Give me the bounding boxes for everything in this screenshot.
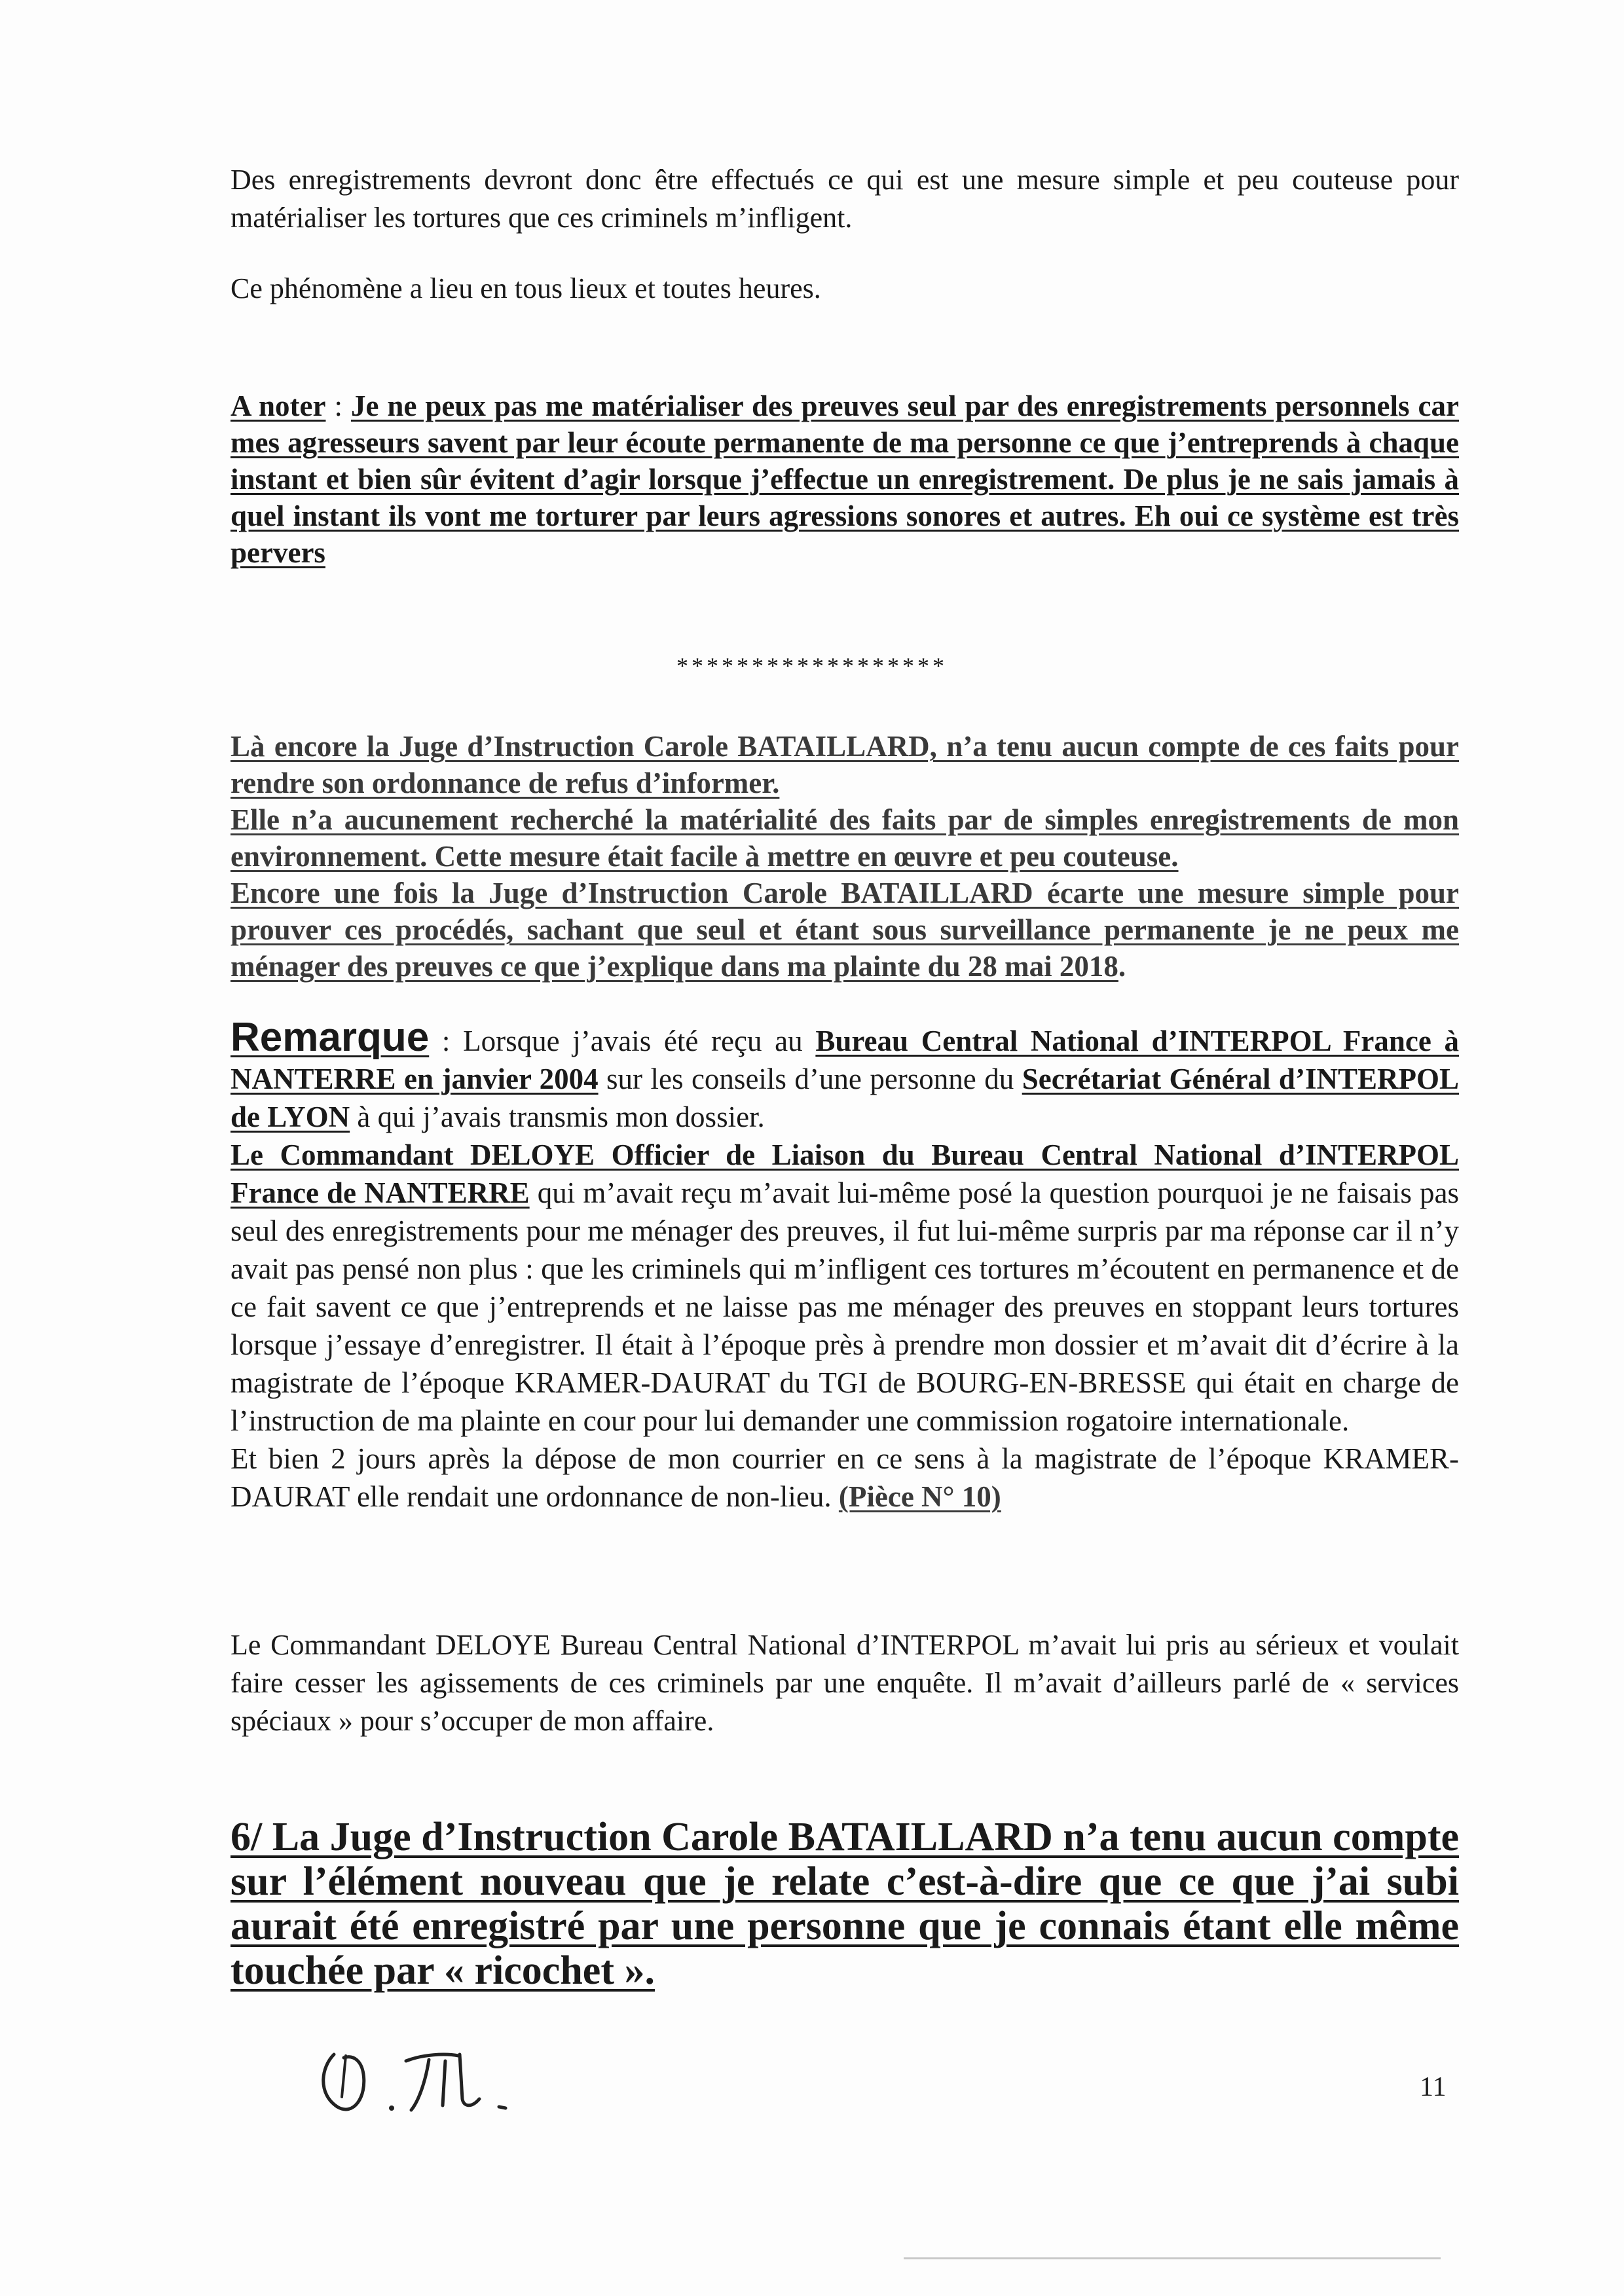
juge-line-2: Elle n’a aucunement recherché la matérialité des faits par de simples enregistrements de mon environnement. Cette mesure était facile à mettre en œuvre et peu couteuse. bbox=[231, 803, 1459, 873]
note-colon: : bbox=[325, 390, 351, 422]
page-number: 11 bbox=[1420, 2072, 1447, 2102]
handwritten-initials-signature bbox=[308, 2035, 530, 2126]
remarque-text-3: à qui j’avais transmis mon dossier. bbox=[350, 1101, 765, 1133]
remarque-text-5: Et bien 2 jours après la dépose de mon courrier en ce sens à la magistrate de l’époque KRAMER-DAURAT elle rendait une ordonnance de non-lieu. bbox=[231, 1442, 1459, 1513]
juge-line-3-end: . bbox=[1118, 950, 1126, 983]
note-label: A noter bbox=[231, 390, 326, 422]
juge-line-3: Encore une fois la Juge d’Instruction Carole BATAILLARD écarte une mesure simple pour prouver ces procédés, sachant que seul et étant sous surveillance permanente je ne peux me ménager des preuves ce que j’explique dans ma plainte du 28 mai 2018 bbox=[231, 877, 1459, 983]
remarque-bold-1: Bureau Central National d’INTERPOL France à NANTERRE en janvier 2004 bbox=[231, 1025, 1459, 1095]
piece-reference: (Pièce N° 10) bbox=[838, 1480, 1001, 1513]
remarque-heading: Remarque bbox=[231, 1015, 430, 1060]
remarque-paragraph-3 bbox=[231, 1440, 1459, 1516]
remarque-bold-3: Le Commandant DELOYE Officier de Liaison du Bureau Central National d’INTERPOL France de NANTERRE bbox=[231, 1139, 1459, 1209]
juge-section bbox=[231, 728, 1459, 985]
section-6 bbox=[231, 1815, 1459, 1993]
remarque-section bbox=[231, 1015, 1460, 1516]
remarque-text-2: sur les conseils d’une personne du bbox=[598, 1063, 1022, 1095]
juge-paragraph-2 bbox=[231, 801, 1459, 875]
juge-line-1: Là encore la Juge d’Instruction Carole BATAILLARD, n’a tenu aucun compte de ces faits pour rendre son ordonnance de refus d’informer. bbox=[231, 730, 1459, 799]
remarque-bold-2: Secrétariat Général d’INTERPOL de LYON bbox=[231, 1063, 1459, 1133]
remarque-paragraph-2 bbox=[231, 1136, 1459, 1440]
note-paragraph bbox=[231, 388, 1459, 571]
deloye-section bbox=[231, 1626, 1459, 1740]
deloye-paragraph: Le Commandant DELOYE Bureau Central National d’INTERPOL m’avait lui pris au sérieux et voulait faire cesser les agissements de ces criminels par une enquête. Il m’avait d’ailleurs parlé de « services spéciaux » pour s’occuper de mon affaire. bbox=[231, 1629, 1459, 1737]
note-text: Je ne peux pas me matérialiser des preuves seul par des enregistrements personnels car mes agresseurs savent par leur écoute permanente de ma personne ce que j’entreprends à chaque instant et bien sûr évitent d’agir lorsque j’effectue un enregistrement. De plus je ne sais jamais à quel instant ils vont me torturer par leurs agressions sonores et autres. Eh oui ce système est très pervers bbox=[231, 390, 1459, 569]
scan-artifact-line bbox=[904, 2257, 1441, 2259]
intro-paragraph-2: Ce phénomène a lieu en tous lieux et toutes heures. bbox=[231, 272, 821, 304]
juge-paragraph-1 bbox=[231, 728, 1459, 801]
remarque-paragraph-1 bbox=[231, 1015, 1459, 1136]
section-6-heading: 6/ La Juge d’Instruction Carole BATAILLARD n’a tenu aucun compte sur l’élément nouveau que je relate c’est-à-dire que ce que j’ai subi aurait été enregistré par une personne que je connais étant elle même touchée par « ricochet ». bbox=[231, 1815, 1459, 1993]
note-section bbox=[231, 388, 1459, 571]
juge-paragraph-3 bbox=[231, 875, 1459, 985]
remarque-text-4: qui m’avait reçu m’avait lui-même posé la question pourquoi je ne faisais pas seul des enregistrements pour me ménager des preuves, il fut lui-même surpris par ma réponse car il n’y avait pas pensé non plus : que les criminels qui m’infligent ces tortures m’écoutent en permanence et de ce fait savent ce que j’entreprends et ne laisse pas me ménager des preuves en stoppant leurs tortures lorsque j’essaye d’enregistrer. Il était à l’époque près à prendre mon dossier et m’avait dit d’écrire à la magistrate de l’époque KRAMER-DAURAT du TGI de BOURG-EN-BRESSE qui était en charge de l’instruction de ma plainte en cour pour lui demander une commission rogatoire internationale. bbox=[231, 1176, 1460, 1437]
intro-paragraph-1: Des enregistrements devront donc être effectués ce qui est une mesure simple et peu couteuse pour matérialiser les tortures que ces criminels m’infligent. bbox=[231, 164, 1459, 234]
intro-section bbox=[231, 161, 1459, 308]
separator: ****************** bbox=[676, 653, 948, 679]
remarque-text-1: : Lorsque j’avais été reçu au bbox=[429, 1025, 816, 1057]
